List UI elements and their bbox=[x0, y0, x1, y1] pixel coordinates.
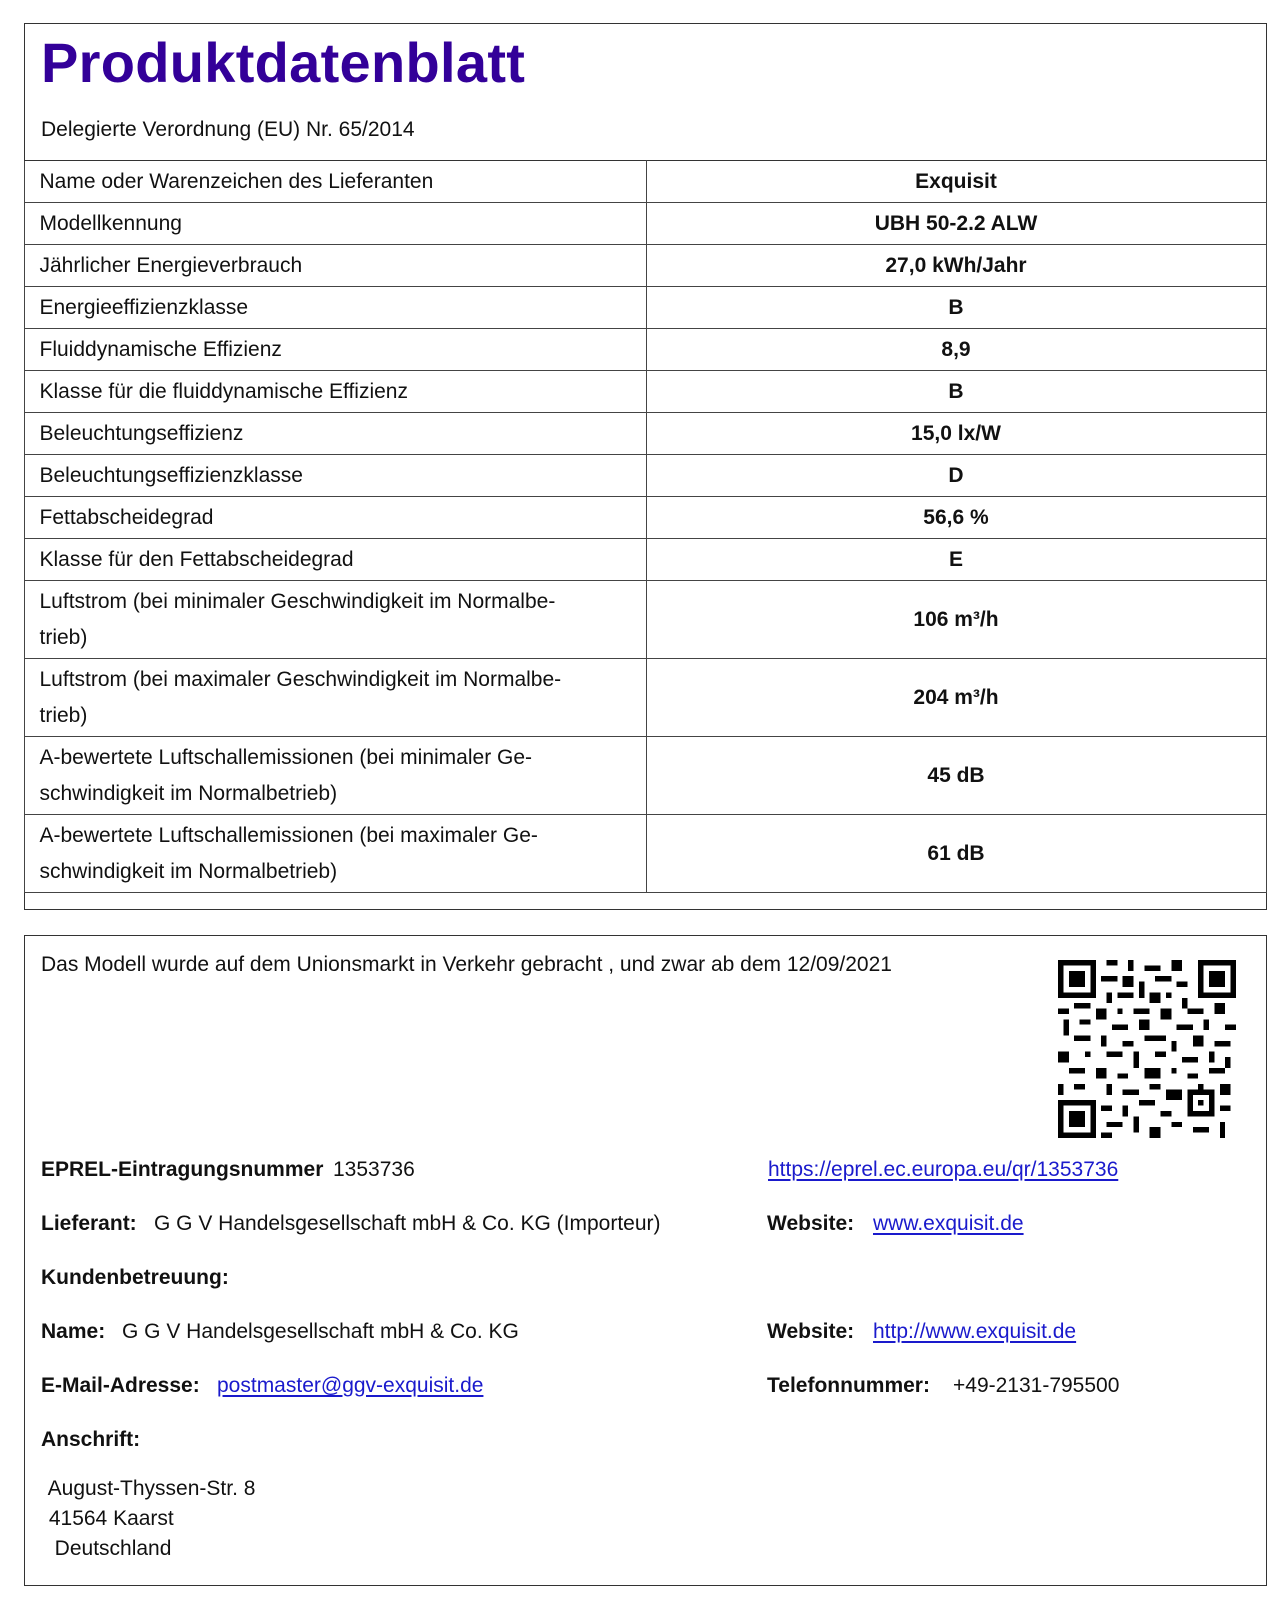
supplier-label: Lieferant: bbox=[41, 1212, 137, 1235]
table-row bbox=[24, 371, 1266, 413]
eprel-link[interactable]: https://eprel.ec.europa.eu/qr/1353736 bbox=[768, 1158, 1119, 1181]
table-row bbox=[24, 815, 1266, 893]
spec-label: Beleuchtungseffizienz bbox=[24, 413, 646, 455]
email-label: E-Mail-Adresse: bbox=[41, 1374, 200, 1397]
spec-value: B bbox=[646, 287, 1266, 329]
spec-label-line: trieb) bbox=[39, 625, 88, 649]
spec-value: UBH 50-2.2 ALW bbox=[646, 203, 1266, 245]
product-data-sheet bbox=[24, 23, 1267, 910]
spec-value: D bbox=[646, 455, 1266, 497]
spec-label bbox=[24, 581, 646, 659]
table-row bbox=[24, 659, 1266, 737]
supplier-website-label: Website: bbox=[767, 1212, 855, 1235]
spec-label-line: schwindigkeit im Normalbetrieb) bbox=[39, 859, 338, 883]
spec-label: Klasse für die fluiddynamische Effizienz bbox=[24, 371, 646, 413]
spec-label bbox=[24, 737, 646, 815]
spec-label-line: A-bewertete Luftschallemissionen (bei maximaler Ge- bbox=[39, 823, 538, 847]
spec-label-line: trieb) bbox=[39, 703, 88, 727]
spec-label-line: schwindigkeit im Normalbetrieb) bbox=[39, 781, 338, 805]
spec-value: 45 dB bbox=[646, 737, 1266, 815]
table-row bbox=[24, 413, 1266, 455]
address-block bbox=[43, 1474, 255, 1564]
table-row bbox=[24, 329, 1266, 371]
spec-value: 204 m³/h bbox=[646, 659, 1266, 737]
eprel-number: 1353736 bbox=[333, 1158, 415, 1181]
spec-value: 27,0 kWh/Jahr bbox=[646, 245, 1266, 287]
qr-code-icon[interactable] bbox=[1058, 960, 1236, 1138]
phone-label: Telefonnummer: bbox=[767, 1374, 930, 1397]
spec-label: Name oder Warenzeichen des Lieferanten bbox=[24, 161, 646, 203]
spec-table bbox=[24, 160, 1267, 893]
page-title: Produktdatenblatt bbox=[41, 31, 526, 94]
spec-label bbox=[24, 659, 646, 737]
spec-label: Beleuchtungseffizienzklasse bbox=[24, 455, 646, 497]
email-link[interactable]: postmaster@ggv-exquisit.de bbox=[217, 1374, 484, 1397]
eprel-label: EPREL-Eintragungsnummer bbox=[41, 1158, 324, 1181]
market-date-text: Das Modell wurde auf dem Unionsmarkt in Verkehr gebracht , und zwar ab dem 12/09/2021 bbox=[41, 953, 892, 976]
table-row bbox=[24, 203, 1266, 245]
service-name: G G V Handelsgesellschaft mbH & Co. KG bbox=[122, 1320, 519, 1343]
spec-label: Energieeffizienzklasse bbox=[24, 287, 646, 329]
spec-value: E bbox=[646, 539, 1266, 581]
spec-value: 106 m³/h bbox=[646, 581, 1266, 659]
service-name-label: Name: bbox=[41, 1320, 106, 1343]
supplier-name: G G V Handelsgesellschaft mbH & Co. KG (Importeur) bbox=[154, 1212, 661, 1235]
spec-label-line: Luftstrom (bei minimaler Geschwindigkeit im Normalbe- bbox=[39, 589, 556, 613]
supplier-website-link[interactable]: www.exquisit.de bbox=[873, 1212, 1024, 1235]
address-city: 41564 Kaarst bbox=[43, 1507, 174, 1530]
table-row bbox=[24, 539, 1266, 581]
spec-value: 61 dB bbox=[646, 815, 1266, 893]
table-row bbox=[24, 497, 1266, 539]
table-row bbox=[24, 581, 1266, 659]
spec-label bbox=[24, 815, 646, 893]
spec-label: Modellkennung bbox=[24, 203, 646, 245]
table-row bbox=[24, 287, 1266, 329]
spec-label: Klasse für den Fettabscheidegrad bbox=[24, 539, 646, 581]
spec-value: 56,6 % bbox=[646, 497, 1266, 539]
table-row bbox=[24, 455, 1266, 497]
service-website-label: Website: bbox=[767, 1320, 855, 1343]
address-country: Deutschland bbox=[43, 1537, 172, 1560]
customer-service-heading: Kundenbetreuung: bbox=[41, 1266, 229, 1289]
spec-value: 8,9 bbox=[646, 329, 1266, 371]
spec-label: Jährlicher Energieverbrauch bbox=[24, 245, 646, 287]
supplier-info-box bbox=[24, 935, 1267, 1586]
spec-label: Fettabscheidegrad bbox=[24, 497, 646, 539]
table-row bbox=[24, 245, 1266, 287]
phone-number: +49-2131-795500 bbox=[953, 1374, 1120, 1397]
table-row bbox=[24, 737, 1266, 815]
spec-label-line: A-bewertete Luftschallemissionen (bei minimaler Ge- bbox=[39, 745, 533, 769]
address-street: August-Thyssen-Str. 8 bbox=[43, 1477, 256, 1500]
spec-label: Fluiddynamische Effizienz bbox=[24, 329, 646, 371]
spec-label-line: Luftstrom (bei maximaler Geschwindigkeit im Normalbe- bbox=[39, 667, 562, 691]
service-website-link[interactable]: http://www.exquisit.de bbox=[873, 1320, 1077, 1343]
spec-value: Exquisit bbox=[646, 161, 1266, 203]
address-label: Anschrift: bbox=[41, 1428, 141, 1451]
regulation-subtitle: Delegierte Verordnung (EU) Nr. 65/2014 bbox=[41, 118, 415, 141]
table-row bbox=[24, 161, 1266, 203]
spec-value: 15,0 lx/W bbox=[646, 413, 1266, 455]
spec-value: B bbox=[646, 371, 1266, 413]
